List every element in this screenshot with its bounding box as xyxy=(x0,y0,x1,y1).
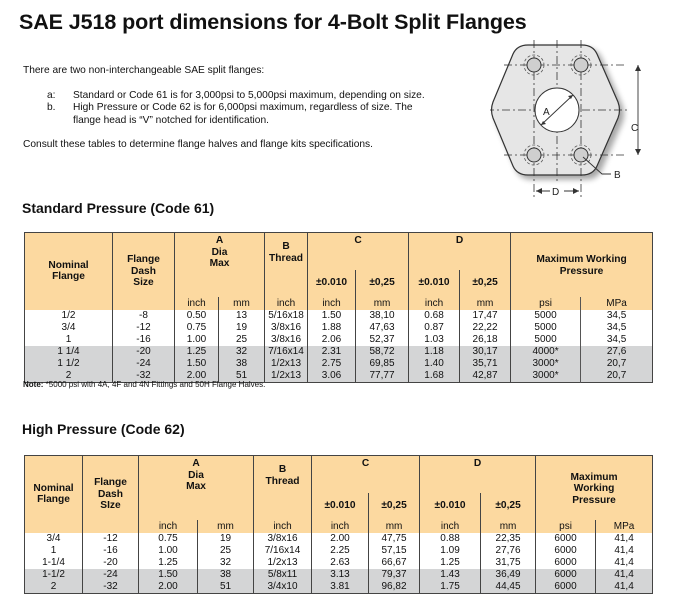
header-dash-size: Flange Dash Size xyxy=(113,233,175,310)
cell-c-mm: 52,37 xyxy=(356,334,409,346)
table-row xyxy=(25,545,653,557)
cell-b-thread: 3/4x10 xyxy=(254,581,312,594)
cell-a-inch: 1.50 xyxy=(175,358,219,370)
cell-b-thread: 3/8x16 xyxy=(254,533,312,545)
header-d-title: D xyxy=(420,456,536,493)
header-d-tol-inch: ±0.010 xyxy=(409,270,460,297)
cell-d-mm: 17,47 xyxy=(460,310,511,322)
cell-a-mm: 19 xyxy=(198,533,254,545)
cell-c-mm: 79,37 xyxy=(369,569,420,581)
header-c-tol-mm: ±0,25 xyxy=(356,270,409,297)
list-text: High Pressure or Code 62 is for 6,000psi maximum, regardless of size. The flange head is “V” notched for identification. xyxy=(73,102,413,126)
header-c-tol-mm: ±0,25 xyxy=(369,493,420,520)
cell-nominal: 1 1/4 xyxy=(25,346,113,358)
cell-b-thread: 3/8x16 xyxy=(265,322,308,334)
cell-c-mm: 96,82 xyxy=(369,581,420,594)
cell-nominal: 1 xyxy=(25,334,113,346)
unit-c-mm: mm xyxy=(356,297,409,310)
cell-a-mm: 19 xyxy=(219,322,265,334)
flange-type-list xyxy=(23,90,443,128)
header-c-tol-inch: ±0.010 xyxy=(312,493,369,520)
intro-text xyxy=(23,65,443,152)
cell-d-inch: 0.68 xyxy=(409,310,460,322)
unit-a-inch: inch xyxy=(139,520,198,533)
cell-d-mm: 30,17 xyxy=(460,346,511,358)
header-d-title: D xyxy=(409,233,511,270)
unit-psi: psi xyxy=(511,297,581,310)
header-a-title xyxy=(139,456,254,493)
cell-mpa: 41,4 xyxy=(596,533,653,545)
header-a-spacer xyxy=(139,493,254,520)
cell-b-thread: 5/8x11 xyxy=(254,569,312,581)
cell-a-inch: 1.50 xyxy=(139,569,198,581)
table-row xyxy=(25,322,653,334)
cell-mpa: 20,7 xyxy=(581,358,653,370)
cell-d-mm: 35,71 xyxy=(460,358,511,370)
cell-dash: -32 xyxy=(83,581,139,594)
cell-d-inch: 1.18 xyxy=(409,346,460,358)
unit-b-inch: inch xyxy=(254,520,312,533)
header-d-tol-inch: ±0.010 xyxy=(420,493,481,520)
cell-c-inch: 2.25 xyxy=(312,545,369,557)
cell-dash: -8 xyxy=(113,310,175,322)
header-dash-size: Flange Dash SIze xyxy=(83,456,139,533)
header-c-tol-inch: ±0.010 xyxy=(308,270,356,297)
unit-d-inch: inch xyxy=(409,297,460,310)
header-nominal-flange: Nominal Flange xyxy=(25,233,113,310)
cell-c-mm: 66,67 xyxy=(369,557,420,569)
header-a-spacer xyxy=(175,270,265,297)
table-row xyxy=(25,569,653,581)
cell-a-inch: 2.00 xyxy=(175,370,219,383)
cell-c-mm: 38,10 xyxy=(356,310,409,322)
cell-mpa: 41,4 xyxy=(596,581,653,594)
cell-d-inch: 1.09 xyxy=(420,545,481,557)
cell-psi: 3000* xyxy=(511,370,581,383)
cell-d-inch: 1.68 xyxy=(409,370,460,383)
cell-b-thread: 7/16x14 xyxy=(254,545,312,557)
header-b-title xyxy=(254,456,312,520)
cell-c-mm: 47,75 xyxy=(369,533,420,545)
page-title: SAE J518 port dimensions for 4-Bolt Split Flanges xyxy=(19,10,527,34)
cell-mpa: 41,4 xyxy=(596,569,653,581)
header-a-title xyxy=(175,233,265,270)
header-c-title: C xyxy=(308,233,409,270)
cell-b-thread: 7/16x14 xyxy=(265,346,308,358)
cell-c-mm: 57,15 xyxy=(369,545,420,557)
cell-d-inch: 0.88 xyxy=(420,533,481,545)
cell-d-mm: 36,49 xyxy=(481,569,536,581)
cell-psi: 6000 xyxy=(536,569,596,581)
standard-table-note xyxy=(23,380,265,389)
header-b-thread: Thread xyxy=(265,475,300,487)
unit-d-mm: mm xyxy=(481,520,536,533)
cell-b-thread: 3/8x16 xyxy=(265,334,308,346)
header-b-thread: Thread xyxy=(269,252,303,264)
cell-c-inch: 2.06 xyxy=(308,334,356,346)
high-pressure-table xyxy=(24,455,653,594)
cell-a-inch: 2.00 xyxy=(139,581,198,594)
cell-nominal: 3/4 xyxy=(25,533,83,545)
cell-a-inch: 0.75 xyxy=(175,322,219,334)
cell-c-mm: 58,72 xyxy=(356,346,409,358)
cell-a-mm: 13 xyxy=(219,310,265,322)
flange-diagram xyxy=(490,40,650,230)
cell-a-mm: 51 xyxy=(198,581,254,594)
cell-d-mm: 31,75 xyxy=(481,557,536,569)
intro-lead: There are two non-interchangeable SAE split flanges: xyxy=(23,65,265,76)
cell-nominal: 1-1/2 xyxy=(25,569,83,581)
unit-a-mm: mm xyxy=(198,520,254,533)
cell-psi: 6000 xyxy=(536,545,596,557)
cell-b-thread: 1/2x13 xyxy=(254,557,312,569)
flange-drawing-icon xyxy=(490,40,650,230)
unit-a-inch: inch xyxy=(175,297,219,310)
list-item xyxy=(23,90,443,103)
cell-d-mm: 22,22 xyxy=(460,322,511,334)
table-row xyxy=(25,334,653,346)
cell-psi: 4000* xyxy=(511,346,581,358)
cell-c-mm: 47,63 xyxy=(356,322,409,334)
header-c-title: C xyxy=(312,456,420,493)
header-d-tol-mm: ±0,25 xyxy=(481,493,536,520)
cell-psi: 5000 xyxy=(511,334,581,346)
cell-psi: 3000* xyxy=(511,358,581,370)
cell-mpa: 34,5 xyxy=(581,322,653,334)
header-d-tol-mm: ±0,25 xyxy=(460,270,511,297)
high-section-title: High Pressure (Code 62) xyxy=(22,421,185,437)
cell-a-inch: 1.00 xyxy=(139,545,198,557)
standard-section-title: Standard Pressure (Code 61) xyxy=(22,200,215,216)
cell-a-inch: 1.25 xyxy=(175,346,219,358)
cell-mpa: 27,6 xyxy=(581,346,653,358)
cell-a-mm: 25 xyxy=(219,334,265,346)
table-row xyxy=(25,557,653,569)
cell-dash: -24 xyxy=(83,569,139,581)
cell-dash: -32 xyxy=(113,370,175,383)
cell-d-inch: 1.25 xyxy=(420,557,481,569)
unit-b-inch: inch xyxy=(265,297,308,310)
cell-dash: -16 xyxy=(83,545,139,557)
cell-dash: -12 xyxy=(83,533,139,545)
header-b-label: B xyxy=(278,464,287,475)
unit-psi: psi xyxy=(536,520,596,533)
consult-text: Consult these tables to determine flange halves and flange kits specifications. xyxy=(23,139,373,150)
cell-nominal: 1 xyxy=(25,545,83,557)
unit-mpa: MPa xyxy=(581,297,653,310)
cell-mpa: 41,4 xyxy=(596,557,653,569)
header-a-label: A xyxy=(215,235,224,246)
cell-a-mm: 25 xyxy=(198,545,254,557)
header-a-max: Max xyxy=(209,258,230,269)
cell-nominal: 1 1/2 xyxy=(25,358,113,370)
cell-c-inch: 2.63 xyxy=(312,557,369,569)
cell-dash: -20 xyxy=(113,346,175,358)
cell-nominal: 3/4 xyxy=(25,322,113,334)
cell-psi: 6000 xyxy=(536,557,596,569)
header-max-working-pressure: Maximum Working Pressure xyxy=(536,456,653,520)
cell-psi: 6000 xyxy=(536,533,596,545)
cell-a-inch: 0.75 xyxy=(139,533,198,545)
cell-c-mm: 77,77 xyxy=(356,370,409,383)
cell-c-inch: 3.13 xyxy=(312,569,369,581)
cell-d-inch: 0.87 xyxy=(409,322,460,334)
cell-c-inch: 1.50 xyxy=(308,310,356,322)
header-max-working-pressure: Maximum Working Pressure xyxy=(511,233,653,297)
cell-c-inch: 2.00 xyxy=(312,533,369,545)
cell-d-inch: 1.40 xyxy=(409,358,460,370)
cell-nominal: 2 xyxy=(25,370,113,383)
cell-mpa: 20,7 xyxy=(581,370,653,383)
standard-pressure-table xyxy=(24,232,653,383)
svg-text:A: A xyxy=(543,107,550,118)
svg-text:C: C xyxy=(631,123,639,134)
cell-psi: 5000 xyxy=(511,322,581,334)
cell-a-mm: 51 xyxy=(219,370,265,383)
cell-a-mm: 32 xyxy=(198,557,254,569)
cell-dash: -20 xyxy=(83,557,139,569)
cell-a-inch: 0.50 xyxy=(175,310,219,322)
cell-d-mm: 44,45 xyxy=(481,581,536,594)
cell-dash: -16 xyxy=(113,334,175,346)
svg-text:D: D xyxy=(552,187,560,198)
cell-c-inch: 2.75 xyxy=(308,358,356,370)
unit-d-mm: mm xyxy=(460,297,511,310)
cell-nominal: 1-1/4 xyxy=(25,557,83,569)
cell-b-thread: 1/2x13 xyxy=(265,358,308,370)
cell-a-inch: 1.00 xyxy=(175,334,219,346)
table-row xyxy=(25,346,653,358)
cell-d-inch: 1.03 xyxy=(409,334,460,346)
svg-text:B: B xyxy=(614,170,621,181)
cell-mpa: 34,5 xyxy=(581,334,653,346)
cell-dash: -24 xyxy=(113,358,175,370)
cell-c-inch: 2.31 xyxy=(308,346,356,358)
header-a-dia: Dia xyxy=(211,246,228,258)
cell-c-inch: 1.88 xyxy=(308,322,356,334)
unit-d-inch: inch xyxy=(420,520,481,533)
cell-a-mm: 32 xyxy=(219,346,265,358)
note-label: Note: xyxy=(23,380,44,389)
unit-a-mm: mm xyxy=(219,297,265,310)
cell-b-thread: 1/2x13 xyxy=(265,370,308,383)
cell-b-thread: 5/16x18 xyxy=(265,310,308,322)
list-item xyxy=(23,102,443,127)
cell-d-inch: 1.75 xyxy=(420,581,481,594)
cell-d-mm: 26,18 xyxy=(460,334,511,346)
cell-c-inch: 3.06 xyxy=(308,370,356,383)
table-row xyxy=(25,310,653,322)
cell-d-mm: 22,35 xyxy=(481,533,536,545)
cell-a-inch: 1.25 xyxy=(139,557,198,569)
list-marker: b. xyxy=(47,102,56,113)
header-a-dia: Dia xyxy=(188,469,204,481)
cell-c-inch: 3.81 xyxy=(312,581,369,594)
cell-a-mm: 38 xyxy=(219,358,265,370)
unit-mpa: MPa xyxy=(596,520,653,533)
note-text: *5000 psi with 4A, 4F and 4N Fittings and 50H Flange Halves. xyxy=(43,380,266,389)
list-text: Standard or Code 61 is for 3,000psi to 5,000psi maximum, depending on size. xyxy=(73,89,425,101)
cell-psi: 5000 xyxy=(511,310,581,322)
cell-a-mm: 38 xyxy=(198,569,254,581)
cell-psi: 6000 xyxy=(536,581,596,594)
table-row xyxy=(25,358,653,370)
cell-dash: -12 xyxy=(113,322,175,334)
table-row xyxy=(25,581,653,594)
header-b-label: B xyxy=(282,241,290,252)
list-marker: a: xyxy=(47,89,56,101)
header-a-label: A xyxy=(192,458,200,469)
cell-c-mm: 69,85 xyxy=(356,358,409,370)
unit-c-mm: mm xyxy=(369,520,420,533)
header-a-max: Max xyxy=(186,481,206,492)
cell-mpa: 34,5 xyxy=(581,310,653,322)
table-row xyxy=(25,533,653,545)
cell-d-inch: 1.43 xyxy=(420,569,481,581)
cell-d-mm: 42,87 xyxy=(460,370,511,383)
unit-c-inch: inch xyxy=(312,520,369,533)
cell-nominal: 1/2 xyxy=(25,310,113,322)
unit-c-inch: inch xyxy=(308,297,356,310)
header-nominal-flange: Nominal Flange xyxy=(25,456,83,533)
header-b-title xyxy=(265,233,308,297)
cell-mpa: 41,4 xyxy=(596,545,653,557)
cell-nominal: 2 xyxy=(25,581,83,594)
cell-d-mm: 27,76 xyxy=(481,545,536,557)
